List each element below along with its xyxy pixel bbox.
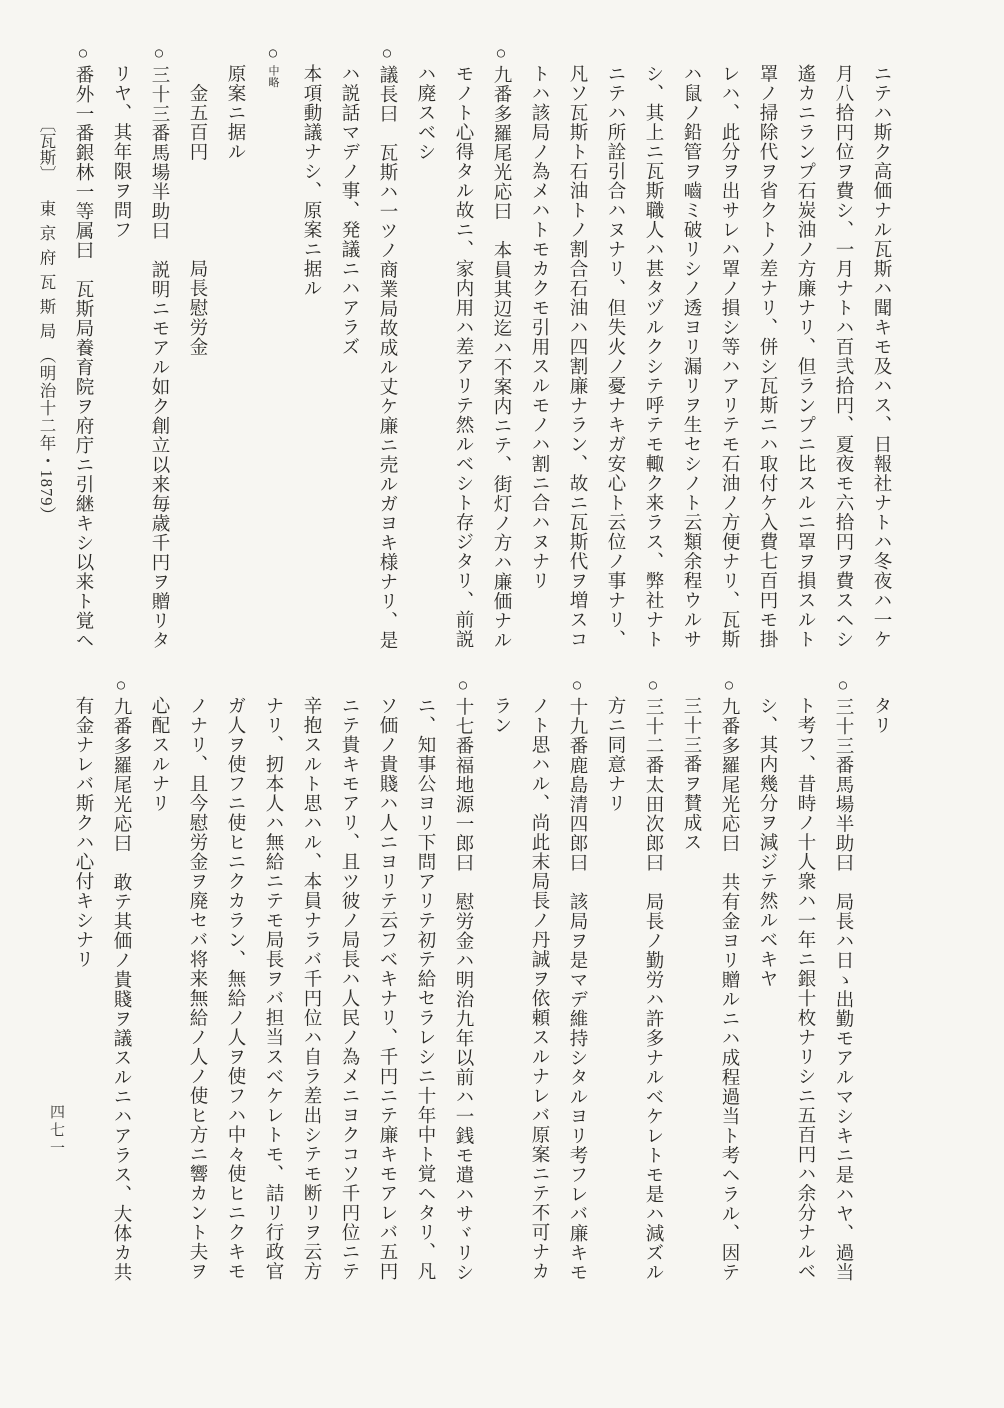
column-text: ナリ、扨本人ハ無給ニテモ局長ヲバ担当スベケレトモ、詰リ行政官 — [263, 696, 283, 1281]
column-text: モノト心得タル故ニ、家内用ハ差アリテ然ルベシト存ジタリ、前説 — [453, 64, 473, 649]
running-title — [34, 116, 58, 524]
text-column — [672, 64, 710, 704]
text-column — [216, 64, 254, 704]
text-column — [786, 64, 824, 704]
column-text: タリ — [871, 696, 891, 735]
column-text: ソ価ノ貴賤ハ人ニヨリテ云フベキナリ、千円ニテ廉キモアレバ五円 — [377, 696, 397, 1281]
column-text: 本項動議ナシ、原案ニ据ル — [301, 64, 321, 298]
text-column — [444, 676, 482, 1336]
text-column — [482, 44, 520, 704]
column-note-small: 中略 — [267, 65, 279, 88]
column-text: レハ、此分ヲ出サレハ罩ノ損シ等ハアリテモ石油ノ方便ナリ、瓦斯 — [719, 64, 739, 649]
text-column — [178, 696, 216, 1336]
column-text: ○番外一番銀林一等属曰 瓦斯局養育院ヲ府庁ニ引継キシ以来ト覚ヘ — [73, 44, 93, 650]
column-text: 三十三番ヲ賛成ス — [681, 696, 701, 852]
text-column — [672, 696, 710, 1336]
text-column — [216, 696, 254, 1336]
text-column — [862, 696, 900, 1336]
column-text: ニテハ斯ク高価ナル瓦斯ハ聞キモ及ハス、日報社ナトハ冬夜ハ一ケ — [871, 64, 891, 649]
text-column — [292, 696, 330, 1336]
text-column — [140, 696, 178, 1336]
text-column — [64, 696, 102, 1336]
text-column — [368, 696, 406, 1336]
text-column — [824, 676, 862, 1336]
column-text: 月八拾円位ヲ費シ、一月ナトハ百弐拾円、夏夜モ六拾円ヲ費スヘシ — [833, 64, 853, 649]
column-text: ○議長曰 瓦斯ハ一ツノ商業局故成ル丈ケ廉ニ売ルガヨキ様ナリ、是 — [377, 44, 397, 650]
page-number: 四七一 — [48, 1104, 64, 1158]
column-text: ○九番多羅尾光応曰 共有金ヨリ贈ルニハ成程過当ト考ヘラル、因テ — [719, 676, 739, 1282]
text-column — [520, 64, 558, 704]
text-column — [786, 696, 824, 1336]
column-text: 方ニ同意ナリ — [605, 696, 625, 813]
column-text: 罩ノ掃除代ヲ省クトノ差ナリ、併シ瓦斯ニハ取付ケ入費七百円モ掛 — [757, 64, 777, 649]
text-column — [862, 64, 900, 704]
column-text: ハ廃スベシ — [415, 64, 435, 162]
column-text: ニ、知事公ヨリ下問アリテ初テ給セラレシニ十年中ト覚ヘタリ、凡 — [415, 696, 435, 1281]
text-column — [710, 64, 748, 704]
column-text: ○十七番福地源一郎曰 慰労金ハ明治九年以前ハ一銭モ遣ハサヾリシ — [453, 676, 473, 1282]
column-text: ノナリ、且今慰労金ヲ廃セバ将来無給ノ人ノ使ヒ方ニ響カント夫ヲ — [187, 696, 207, 1281]
column-text: ノト思ハル、尚此末局長ノ丹誠ヲ依頼スルナレバ原案ニテ不可ナカ — [529, 696, 549, 1281]
column-text: シ、其上ニ瓦斯職人ハ甚タヅルクシテ呼テモ輙ク来ラス、弊社ナト — [643, 64, 663, 649]
column-text: 辛抱スルト思ハル、本員ナラバ千円位ハ自ラ差出シテモ断リヲ云方 — [301, 696, 321, 1281]
text-column — [596, 64, 634, 704]
column-text: ○三十二番太田次郎曰 局長ノ勤労ハ許多ナルベケレトモ是ハ減ズル — [643, 676, 663, 1282]
column-text: 心配スルナリ — [149, 696, 169, 813]
text-column — [558, 64, 596, 704]
text-column — [482, 696, 520, 1336]
text-column — [140, 44, 178, 704]
text-column — [710, 676, 748, 1336]
running-title-category: 〔瓦斯〕 — [37, 116, 56, 182]
column-text: ○三十三番馬場半助曰 局長ハ日ゝ出勤モアルマシキニ是ハヤ、過当 — [833, 676, 853, 1282]
column-text: ○十九番鹿島清四郎曰 該局ヲ是マデ維持シタルヨリ考フレバ廉キモ — [567, 676, 587, 1282]
column-text: ○九番多羅尾光応曰 本員其辺迄ハ不案内ニテ、街灯ノ方ハ廉価ナル — [491, 44, 511, 650]
upper-text-block — [64, 44, 900, 704]
column-text: ○ — [263, 44, 283, 65]
text-column — [748, 64, 786, 704]
text-column — [178, 64, 216, 704]
column-text: 金五百円 局長慰労金 — [187, 64, 207, 357]
column-text: ト考フ、昔時ノ十人衆ハ一年ニ銀十枚ナリシニ五百円ハ余分ナルベ — [795, 696, 815, 1281]
text-column — [558, 676, 596, 1336]
text-column — [596, 696, 634, 1336]
text-column — [406, 696, 444, 1336]
text-column — [368, 44, 406, 704]
column-text: リヤ、其年限ヲ問フ — [111, 64, 131, 240]
text-column — [254, 696, 292, 1336]
column-text: ラン — [491, 696, 511, 735]
text-column — [102, 64, 140, 704]
column-text: ハ鼠ノ鉛管ヲ嚙ミ破リシノ透ヨリ漏リヲ生セシノト云類余程ウルサ — [681, 64, 701, 649]
text-column — [634, 676, 672, 1336]
column-text: ニテハ所詮引合ハヌナリ、但失火ノ憂ナキガ安心ト云位ノ事ナリ、 — [605, 64, 625, 649]
text-column — [330, 64, 368, 704]
text-column — [824, 64, 862, 704]
text-column — [748, 696, 786, 1336]
column-text: 遙カニランプ石炭油ノ方廉ナリ、但ランプニ比スルニ罩ヲ損スルト — [795, 64, 815, 649]
column-text: ○九番多羅尾光応曰 敢テ其価ノ貴賤ヲ議スルニハアラス、大体カ共 — [111, 676, 131, 1282]
column-text: ○三十三番馬場半助曰 説明ニモアル如ク創立以来毎歳千円ヲ贈リタ — [149, 44, 169, 650]
text-column — [64, 44, 102, 704]
column-text: 有金ナレバ斯クハ心付キシナリ — [73, 696, 93, 969]
text-column — [520, 696, 558, 1336]
text-column — [254, 44, 292, 704]
running-title-era: （明治十二年・1879） — [37, 347, 56, 524]
column-text: ハ説話マデノ事、発議ニハアラズ — [339, 64, 359, 357]
column-text: 原案ニ据ル — [225, 64, 245, 162]
running-title-organization: 東京府瓦斯局 — [37, 200, 56, 347]
column-text: ニテ貴キモアリ、且ツ彼ノ局長ハ人民ノ為メニヨクコソ千円位ニテ — [339, 696, 359, 1281]
column-text: トハ該局ノ為メハトモカクモ引用スルモノハ割ニ合ハヌナリ — [529, 64, 549, 591]
text-column — [292, 64, 330, 704]
text-column — [406, 64, 444, 704]
text-column — [102, 676, 140, 1336]
lower-text-block — [64, 676, 900, 1336]
text-column — [330, 696, 368, 1336]
column-text: ガ人ヲ使フニ使ヒニクカラン、無給ノ人ヲ使フハ中々使ヒニクキモ — [225, 696, 245, 1281]
text-column — [444, 64, 482, 704]
column-text: 凡ソ瓦斯ト石油トノ割合石油ハ四割廉ナラン、故ニ瓦斯代ヲ増スコ — [567, 64, 587, 649]
text-column — [634, 64, 672, 704]
column-text: シ、其内幾分ヲ減ジテ然ルベキヤ — [757, 696, 777, 989]
